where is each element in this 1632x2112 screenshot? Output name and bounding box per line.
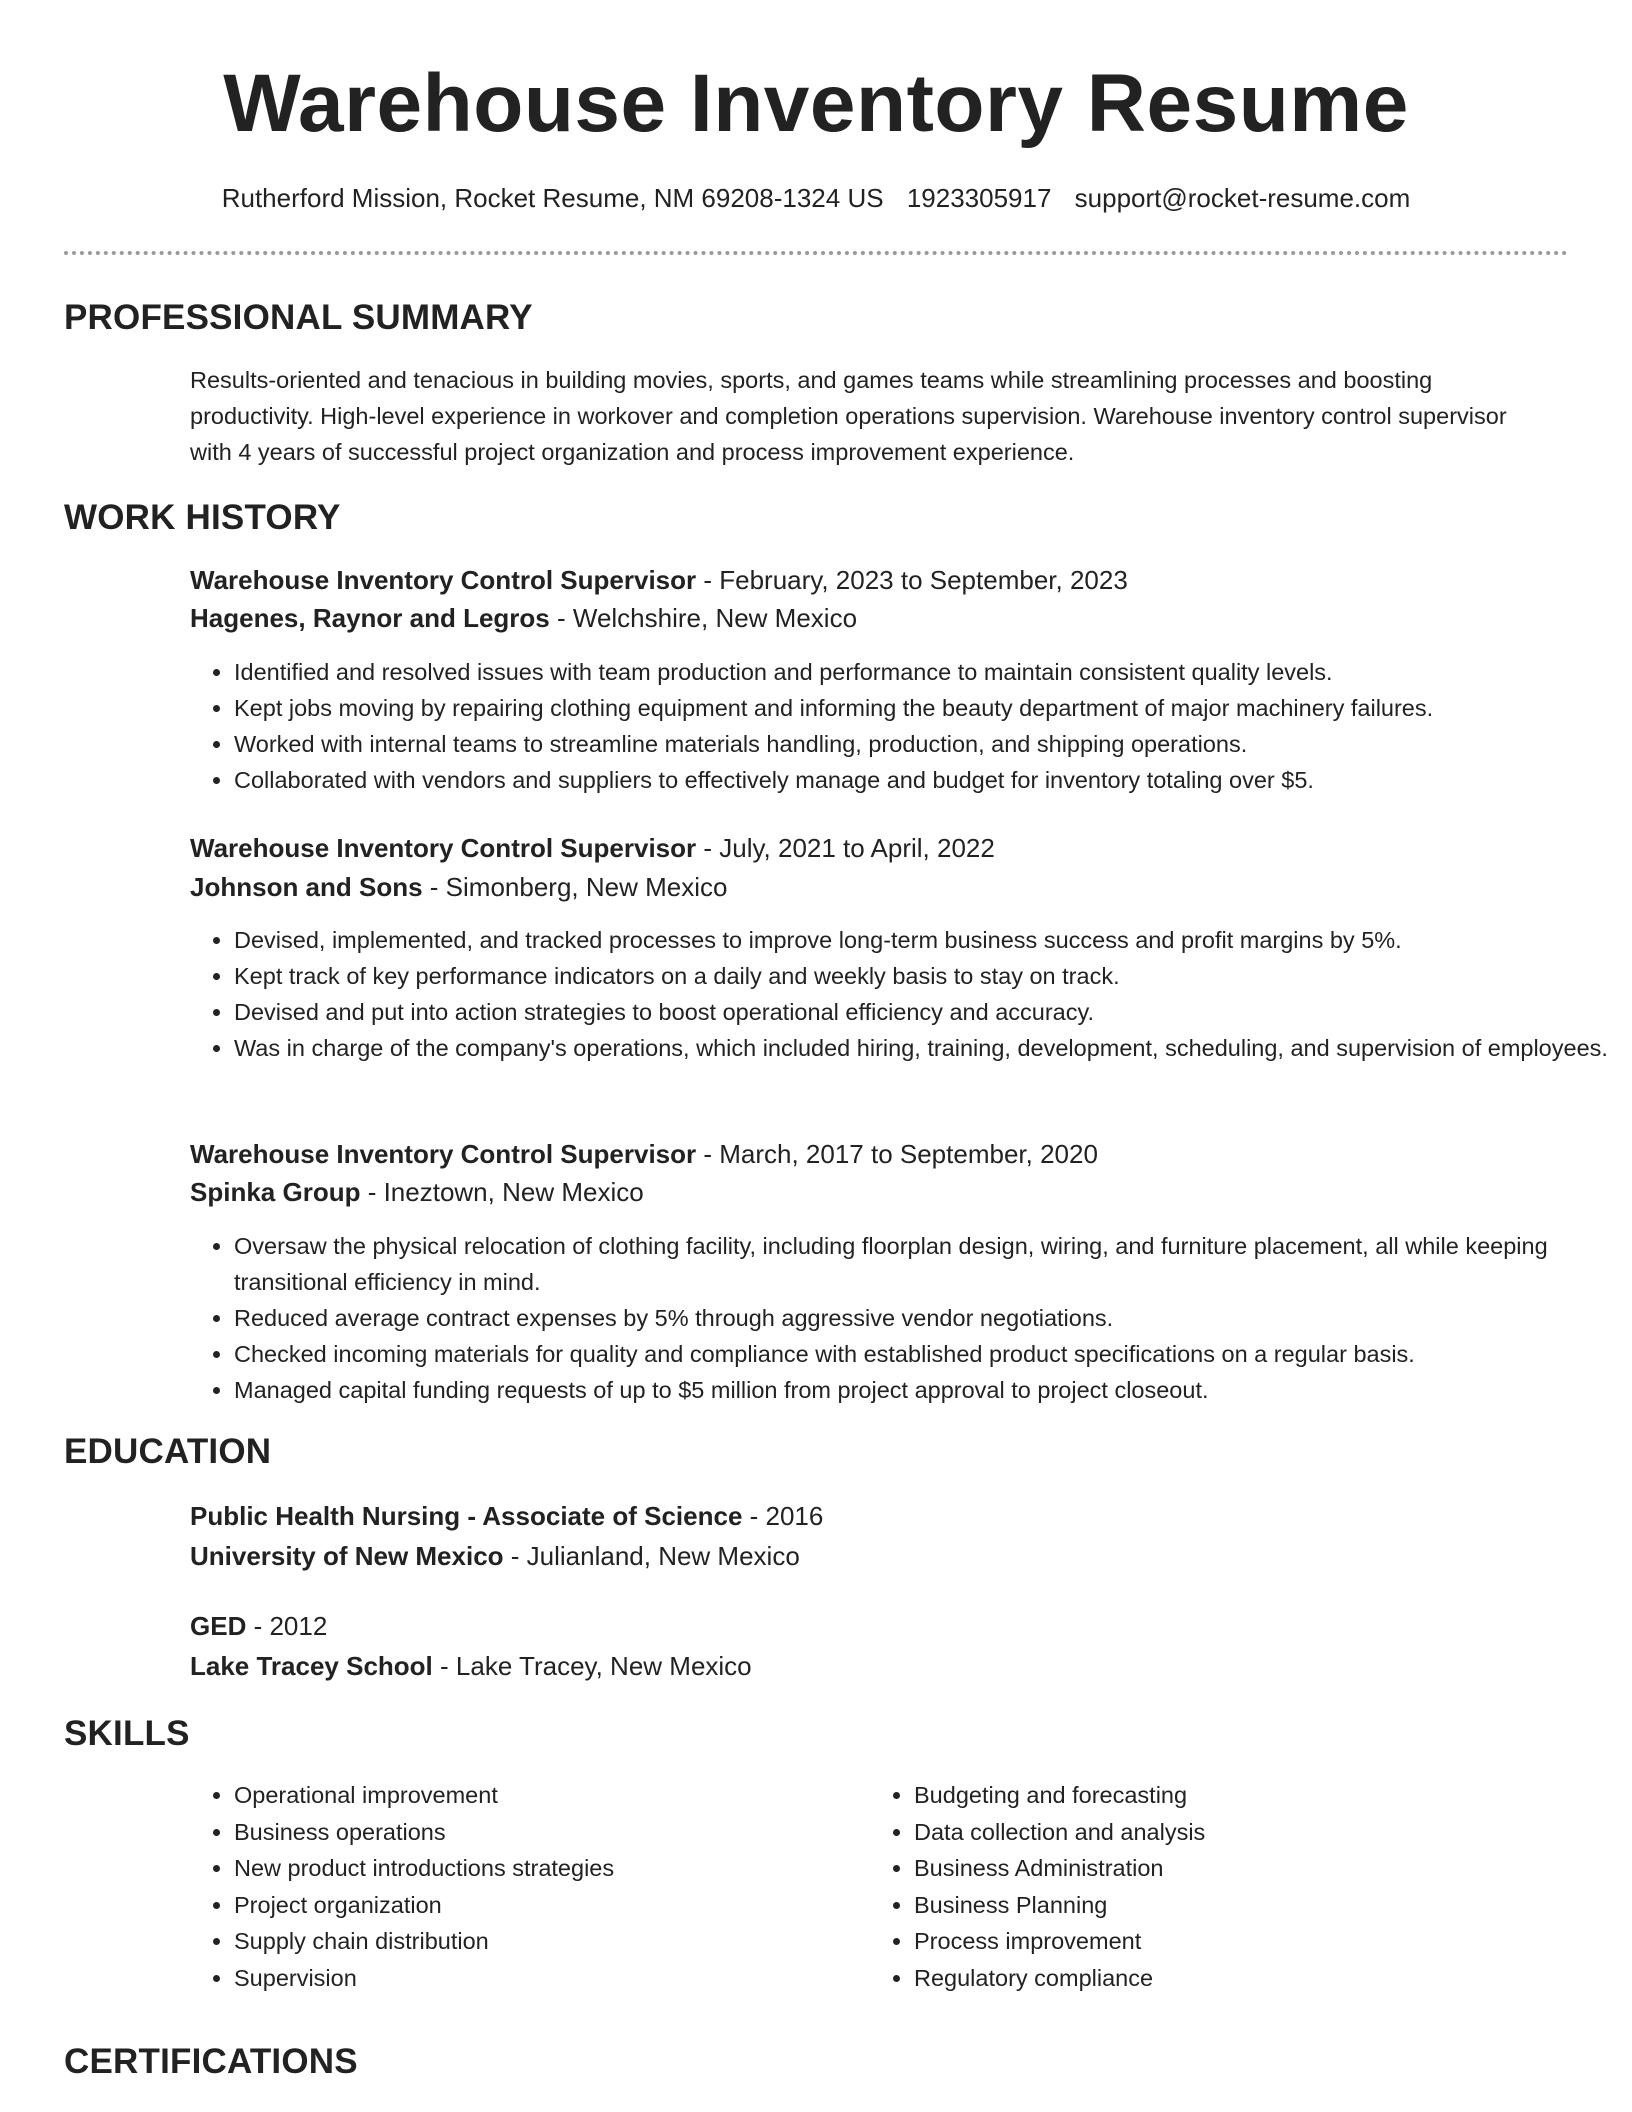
job-dates: - February, 2023 to September, 2023	[696, 565, 1128, 595]
list-item: • Collaborated with vendors and suppliers to effectively manage and budget for inventory totaling over $5.	[234, 762, 1614, 798]
header-divider	[64, 251, 1568, 255]
job-company-line	[190, 1174, 644, 1210]
education-school: Lake Tracey School	[190, 1651, 433, 1681]
job-location: - Simonberg, New Mexico	[422, 872, 728, 902]
job-company: Johnson and Sons	[190, 872, 423, 902]
list-item: • Supervision	[234, 1960, 854, 1997]
skills-heading: SKILLS	[64, 1714, 190, 1753]
education-degree: GED	[190, 1611, 247, 1641]
job-location: - Welchshire, New Mexico	[549, 603, 858, 633]
work-heading: WORK HISTORY	[64, 498, 341, 537]
job-title-line	[190, 562, 1128, 598]
list-item: • Was in charge of the company's operations, which included hiring, training, development, scheduling, and supervision of employees.	[234, 1030, 1614, 1066]
job-title: Warehouse Inventory Control Supervisor	[190, 833, 697, 863]
list-item: • Oversaw the physical relocation of clothing facility, including floorplan design, wiring, and furniture placement, all while keeping transitional efficiency in mind.	[234, 1228, 1614, 1300]
job-title: Warehouse Inventory Control Supervisor	[190, 565, 697, 595]
job-bullets	[190, 922, 1614, 1066]
contact-address: Rutherford Mission, Rocket Resume, NM 69208-1324 US	[221, 183, 884, 213]
education-school-line	[190, 1538, 800, 1574]
list-item: • Supply chain distribution	[234, 1923, 854, 1960]
list-item: • Identified and resolved issues with team production and performance to maintain consistent quality levels.	[234, 654, 1614, 690]
job-company: Spinka Group	[190, 1177, 361, 1207]
job-company: Hagenes, Raynor and Legros	[190, 603, 550, 633]
list-item: • Project organization	[234, 1887, 854, 1924]
education-year: - 2012	[246, 1611, 328, 1641]
job-title-line	[190, 1136, 1098, 1172]
list-item: • Process improvement	[914, 1923, 1534, 1960]
education-degree: Public Health Nursing - Associate of Science	[190, 1501, 743, 1531]
list-item: • Kept track of key performance indicators on a daily and weekly basis to stay on track.	[234, 958, 1614, 994]
list-item: • Business Planning	[914, 1887, 1534, 1924]
job-dates: - July, 2021 to April, 2022	[696, 833, 995, 863]
summary-text: Results-oriented and tenacious in building movies, sports, and games teams while streamlining processes and boosting productivity. High-level experience in workover and completion operations supervision. Warehouse inventory control supervisor with 4 years of successful project organization and process improvement experience.	[190, 367, 1507, 465]
education-school-line	[190, 1648, 752, 1684]
list-item: • Worked with internal teams to streamline materials handling, production, and shipping operations.	[234, 726, 1614, 762]
education-location: - Lake Tracey, New Mexico	[432, 1651, 752, 1681]
job-title-line	[190, 830, 995, 866]
list-item: • Operational improvement	[234, 1777, 854, 1814]
education-degree-line	[190, 1608, 327, 1644]
education-heading: EDUCATION	[64, 1432, 272, 1471]
list-item: • Checked incoming materials for quality and compliance with established product specifications on a regular basis.	[234, 1336, 1614, 1372]
summary-heading: PROFESSIONAL SUMMARY	[64, 298, 533, 337]
job-bullets	[190, 654, 1614, 798]
list-item: • Devised and put into action strategies to boost operational efficiency and accuracy.	[234, 994, 1614, 1030]
job-title: Warehouse Inventory Control Supervisor	[190, 1139, 697, 1169]
list-item: • Budgeting and forecasting	[914, 1777, 1534, 1814]
list-item: • Kept jobs moving by repairing clothing equipment and informing the beauty department of major machinery failures.	[234, 690, 1614, 726]
education-degree-line	[190, 1498, 823, 1534]
contact-email: support@rocket-resume.com	[1074, 183, 1411, 213]
job-location: - Ineztown, New Mexico	[360, 1177, 644, 1207]
list-item: • Data collection and analysis	[914, 1814, 1534, 1851]
education-year: - 2016	[742, 1501, 824, 1531]
skills-list-right	[870, 1777, 1534, 1996]
education-school: University of New Mexico	[190, 1541, 504, 1571]
skills-list-left	[190, 1777, 854, 1996]
list-item: • Regulatory compliance	[914, 1960, 1534, 1997]
contact-line	[0, 180, 1632, 216]
certifications-heading: CERTIFICATIONS	[64, 2042, 358, 2081]
education-location: - Julianland, New Mexico	[503, 1541, 800, 1571]
list-item: • Devised, implemented, and tracked processes to improve long-term business success and profit margins by 5%.	[234, 922, 1614, 958]
job-dates: - March, 2017 to September, 2020	[696, 1139, 1098, 1169]
list-item: • Reduced average contract expenses by 5% through aggressive vendor negotiations.	[234, 1300, 1614, 1336]
list-item: • New product introductions strategies	[234, 1850, 854, 1887]
list-item: • Business Administration	[914, 1850, 1534, 1887]
job-company-line	[190, 600, 857, 636]
resume-title: Warehouse Inventory Resume	[223, 58, 1409, 149]
list-item: • Business operations	[234, 1814, 854, 1851]
contact-phone: 1923305917	[906, 183, 1052, 213]
list-item: • Managed capital funding requests of up to $5 million from project approval to project closeout.	[234, 1372, 1614, 1408]
job-company-line	[190, 869, 727, 905]
job-bullets	[190, 1228, 1614, 1408]
